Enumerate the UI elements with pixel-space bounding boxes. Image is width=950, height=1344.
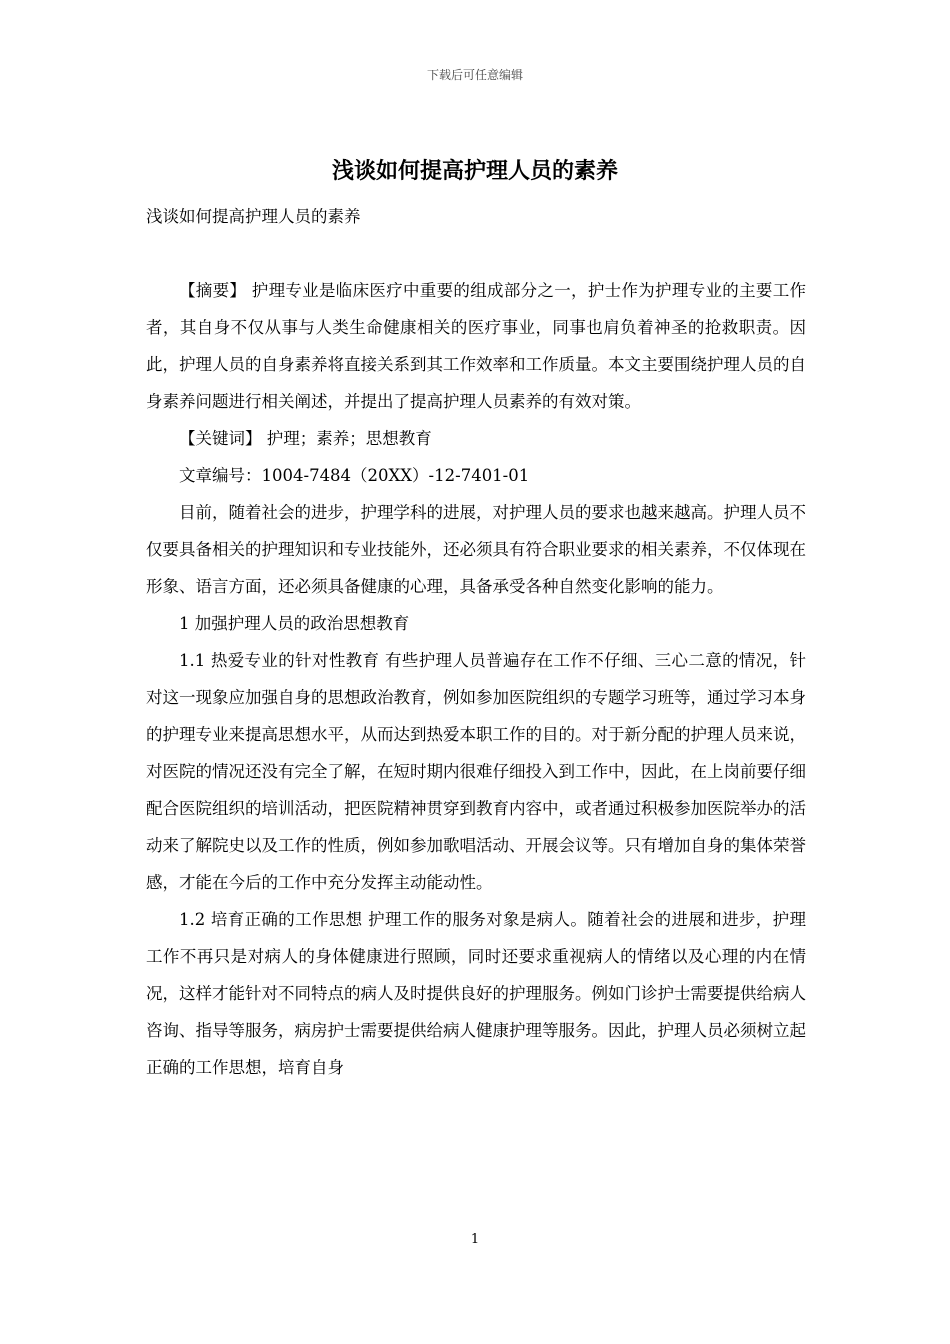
intro-paragraph: 目前，随着社会的进步，护理学科的进展，对护理人员的要求也越来越高。护理人员不仅要具备相关的护理知识和专业技能外，还必须具有符合职业要求的相关素养，不仅体现在形象、语言方面，还必须具备健康的心理，具备承受各种自然变化影响的能力。 xyxy=(146,503,806,596)
page-number: 1 xyxy=(470,1232,480,1247)
section-1-1-paragraph: 1.1 热爱专业的针对性教育 有些护理人员普遍存在工作不仔细、三心二意的情况，针对这一现象应加强自身的思想政治教育，例如参加医院组织的专题学习班等，通过学习本身的护理专业来提高思想水平，从而达到热爱本职工作的目的。对于新分配的护理人员来说，对医院的情况还没有完全了解，在短时期内很难仔细投入到工作中，因此，在上岗前要仔细配合医院组织的培训活动，把医院精神贯穿到教育内容中，或者通过积极参加医院举办的活动来了解院史以及工作的性质，例如参加歌唱活动、开展会议等。只有增加自身的集体荣誉感，才能在今后的工作中充分发挥主动能动性。 xyxy=(146,651,806,892)
document-subtitle: 浅谈如何提高护理人员的素养 xyxy=(146,207,361,226)
section-1-2-paragraph: 1.2 培育正确的工作思想 护理工作的服务对象是病人。随着社会的进展和进步，护理工作不再只是对病人的身体健康进行照顾，同时还要求重视病人的情绪以及心理的内在情况，这样才能针对不同特点的病人及时提供良好的护理服务。例如门诊护士需要提供给病人咨询、指导等服务，病房护士需要提供给病人健康护理等服务。因此，护理人员必须树立起正确的工作思想，培育自身 xyxy=(146,910,806,1077)
keywords-paragraph: 【关键词】 护理；素养；思想教育 xyxy=(179,429,432,448)
page-header-note: 下载后可任意编辑 xyxy=(426,68,523,82)
section-1-heading: 1 加强护理人员的政治思想教育 xyxy=(179,614,410,633)
article-number: 文章编号：1004-7484（20XX）-12-7401-01 xyxy=(179,466,530,485)
document-title: 浅谈如何提高护理人员的素养 xyxy=(331,158,618,184)
abstract-paragraph: 【摘要】 护理专业是临床医疗中重要的组成部分之一，护士作为护理专业的主要工作者，其自身不仅从事与人类生命健康相关的医疗事业，同事也肩负着神圣的抢救职责。因此，护理人员的自身素养将直接关系到其工作效率和工作质量。本文主要围绕护理人员的自身素养问题进行相关阐述，并提出了提高护理人员素养的有效对策。 xyxy=(146,281,806,411)
document-body xyxy=(146,198,806,1086)
blank-line xyxy=(146,235,806,272)
